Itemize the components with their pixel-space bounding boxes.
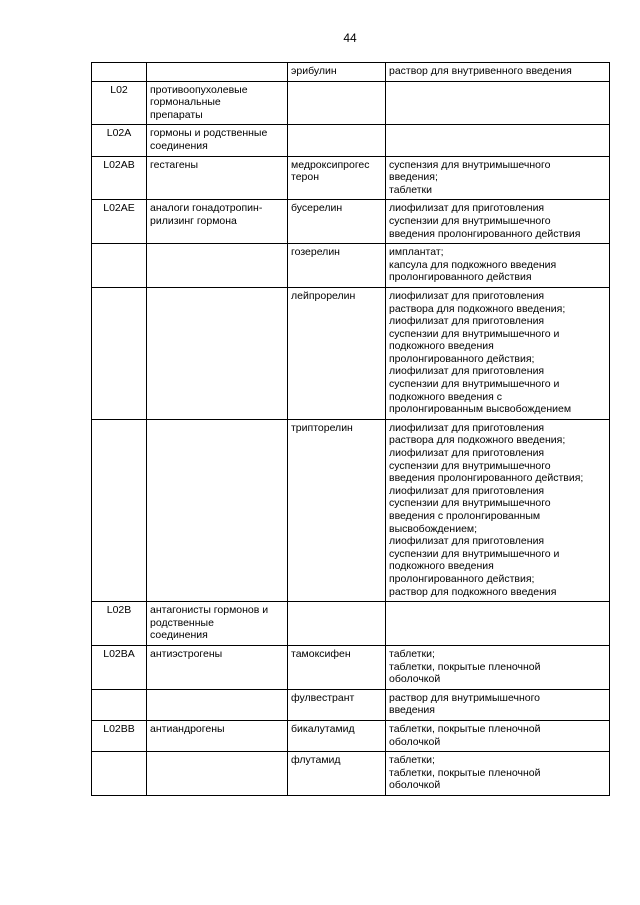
dosage-form-line: суспензия для внутримышечного — [389, 158, 551, 171]
table-row — [92, 689, 610, 720]
group-name-line: антиэстрогены — [150, 647, 223, 660]
atc-code-cell — [92, 63, 147, 82]
group-name-line: препараты — [150, 108, 203, 121]
table-row — [92, 200, 610, 244]
drug-name-cell — [288, 602, 386, 646]
dosage-form-line: таблетки, покрытые пленочной — [389, 660, 541, 673]
drug-name-cell — [288, 720, 386, 751]
dosage-form-line: подкожного введения с — [389, 390, 503, 403]
atc-code-cell: L02AB — [92, 156, 147, 200]
dosage-form-line: оболочкой — [389, 673, 441, 686]
dosage-form-line: оболочкой — [389, 735, 441, 748]
atc-code-cell: L02 — [92, 81, 147, 125]
group-name-line: рилизинг гормона — [150, 214, 237, 227]
page-number: 44 — [343, 31, 357, 45]
group-name-line: аналоги гонадотропин- — [150, 202, 263, 215]
dosage-form-line: лиофилизат для приготовления — [389, 289, 545, 302]
drug-table — [91, 62, 610, 796]
dosage-form-cell — [386, 200, 610, 244]
drug-name-line: медроксипрогес — [291, 158, 370, 171]
dosage-form-cell — [386, 720, 610, 751]
group-name-line: гормональные — [150, 96, 221, 109]
dosage-form-line: лиофилизат для приготовления — [389, 484, 545, 497]
group-name-cell — [147, 81, 288, 125]
drug-name-line: бусерелин — [291, 202, 343, 215]
table-row — [92, 244, 610, 288]
drug-name-cell — [288, 419, 386, 601]
dosage-form-cell — [386, 287, 610, 419]
atc-code-cell: L02B — [92, 602, 147, 646]
drug-name-line: терон — [291, 171, 320, 184]
dosage-form-line: раствор для внутримышечного — [389, 691, 541, 704]
dosage-form-line: подкожного введения — [389, 560, 494, 573]
dosage-form-line: таблетки, покрытые пленочной — [389, 722, 541, 735]
dosage-form-line: лиофилизат для приготовления — [389, 535, 545, 548]
atc-code-cell — [92, 287, 147, 419]
dosage-form-line: лиофилизат для приготовления — [389, 202, 545, 215]
dosage-form-line: введения пролонгированного действия; — [389, 472, 584, 485]
group-name-cell — [147, 125, 288, 156]
dosage-form-line: пролонгированным высвобождением — [389, 403, 572, 416]
atc-code-cell: L02A — [92, 125, 147, 156]
group-name-line: соединения — [150, 629, 208, 642]
group-name-cell — [147, 156, 288, 200]
dosage-form-cell — [386, 244, 610, 288]
dosage-form-line: лиофилизат для приготовления — [389, 315, 545, 328]
drug-name-cell — [288, 752, 386, 796]
table-row — [92, 419, 610, 601]
dosage-form-line: таблетки; — [389, 647, 435, 660]
atc-code-cell — [92, 419, 147, 601]
dosage-form-cell — [386, 156, 610, 200]
dosage-form-line: таблетки — [389, 183, 432, 196]
dosage-form-line: введения с пролонгированным — [389, 510, 541, 522]
table-row — [92, 645, 610, 689]
drug-name-line: гозерелин — [291, 246, 340, 259]
group-name-cell — [147, 689, 288, 720]
atc-code-cell: L02BB — [92, 720, 147, 751]
dosage-form-line: раствора для подкожного введения; — [389, 434, 566, 447]
dosage-form-cell — [386, 125, 610, 156]
drug-name-line: бикалутамид — [291, 722, 355, 735]
table-body — [92, 63, 610, 796]
dosage-form-cell — [386, 63, 610, 82]
dosage-form-line: высвобождением; — [389, 522, 478, 535]
table-row — [92, 287, 610, 419]
dosage-form-line: суспензии для внутримышечного — [389, 497, 551, 510]
drug-name-cell — [288, 125, 386, 156]
drug-name-cell — [288, 63, 386, 82]
drug-name-line: эрибулин — [291, 65, 337, 77]
drug-name-cell — [288, 156, 386, 200]
dosage-form-line: суспензии для внутримышечного и — [389, 327, 560, 340]
dosage-form-line: суспензии для внутримышечного и — [389, 378, 560, 391]
group-name-cell — [147, 645, 288, 689]
dosage-form-line: пролонгированного действия; — [389, 352, 535, 365]
drug-name-line: флутамид — [291, 754, 341, 767]
group-name-line: родственные — [150, 616, 214, 629]
dosage-form-cell — [386, 689, 610, 720]
drug-name-cell — [288, 287, 386, 419]
group-name-cell — [147, 244, 288, 288]
dosage-form-cell — [386, 602, 610, 646]
drug-name-cell — [288, 244, 386, 288]
dosage-form-line: имплантат; — [389, 246, 444, 259]
group-name-line: антиандрогены — [150, 722, 225, 735]
group-name-cell — [147, 752, 288, 796]
dosage-form-line: введения пролонгированного действия — [389, 227, 581, 240]
atc-code-cell — [92, 244, 147, 288]
group-name-cell — [147, 200, 288, 244]
group-name-line: соединения — [150, 139, 208, 152]
dosage-form-line: лиофилизат для приготовления — [389, 365, 545, 378]
dosage-form-line: раствор для внутривенного введения — [389, 65, 572, 77]
drug-name-cell — [288, 689, 386, 720]
dosage-form-line: лиофилизат для приготовления — [389, 421, 545, 434]
table-row — [92, 720, 610, 751]
group-name-line: противоопухолевые — [150, 83, 248, 96]
dosage-form-line: раствора для подкожного введения; — [389, 302, 566, 315]
dosage-form-line: капсула для подкожного введения — [389, 258, 557, 271]
group-name-line: гестагены — [150, 158, 199, 171]
drug-name-line: тамоксифен — [291, 647, 351, 660]
group-name-cell — [147, 63, 288, 82]
group-name-line: гормоны и родственные — [150, 127, 268, 140]
table-row — [92, 156, 610, 200]
group-name-line: антагонисты гормонов и — [150, 604, 269, 617]
dosage-form-line: введения; — [389, 171, 438, 184]
dosage-form-line: суспензии для внутримышечного — [389, 459, 551, 472]
dosage-form-cell — [386, 645, 610, 689]
dosage-form-line: пролонгированного действия — [389, 271, 532, 284]
dosage-form-line: суспензии для внутримышечного и — [389, 547, 560, 560]
table-row — [92, 81, 610, 125]
dosage-form-line: суспензии для внутримышечного — [389, 214, 551, 227]
group-name-cell — [147, 419, 288, 601]
drug-name-line: лейпрорелин — [291, 289, 356, 302]
dosage-form-line: пролонгированного действия; — [389, 572, 535, 585]
dosage-form-cell — [386, 81, 610, 125]
group-name-cell — [147, 287, 288, 419]
drug-name-cell — [288, 81, 386, 125]
drug-name-cell — [288, 200, 386, 244]
dosage-form-line: таблетки, покрытые пленочной — [389, 766, 541, 779]
drug-name-cell — [288, 645, 386, 689]
drug-name-line: трипторелин — [291, 421, 353, 434]
dosage-form-line: введения — [389, 704, 435, 717]
table-row — [92, 602, 610, 646]
dosage-form-line: оболочкой — [389, 779, 441, 792]
dosage-form-cell — [386, 752, 610, 796]
dosage-form-cell — [386, 419, 610, 601]
atc-code-cell: L02BA — [92, 645, 147, 689]
dosage-form-line: лиофилизат для приготовления — [389, 447, 545, 460]
drug-name-line: фулвестрант — [291, 691, 355, 704]
group-name-cell — [147, 720, 288, 751]
table-row — [92, 63, 610, 82]
dosage-form-line: раствор для подкожного введения — [389, 585, 557, 598]
atc-code-cell — [92, 752, 147, 796]
atc-code-cell: L02AE — [92, 200, 147, 244]
group-name-cell — [147, 602, 288, 646]
atc-code-cell — [92, 689, 147, 720]
dosage-form-line: таблетки; — [389, 754, 435, 767]
table-row — [92, 125, 610, 156]
table-row — [92, 752, 610, 796]
dosage-form-line: подкожного введения — [389, 340, 494, 353]
